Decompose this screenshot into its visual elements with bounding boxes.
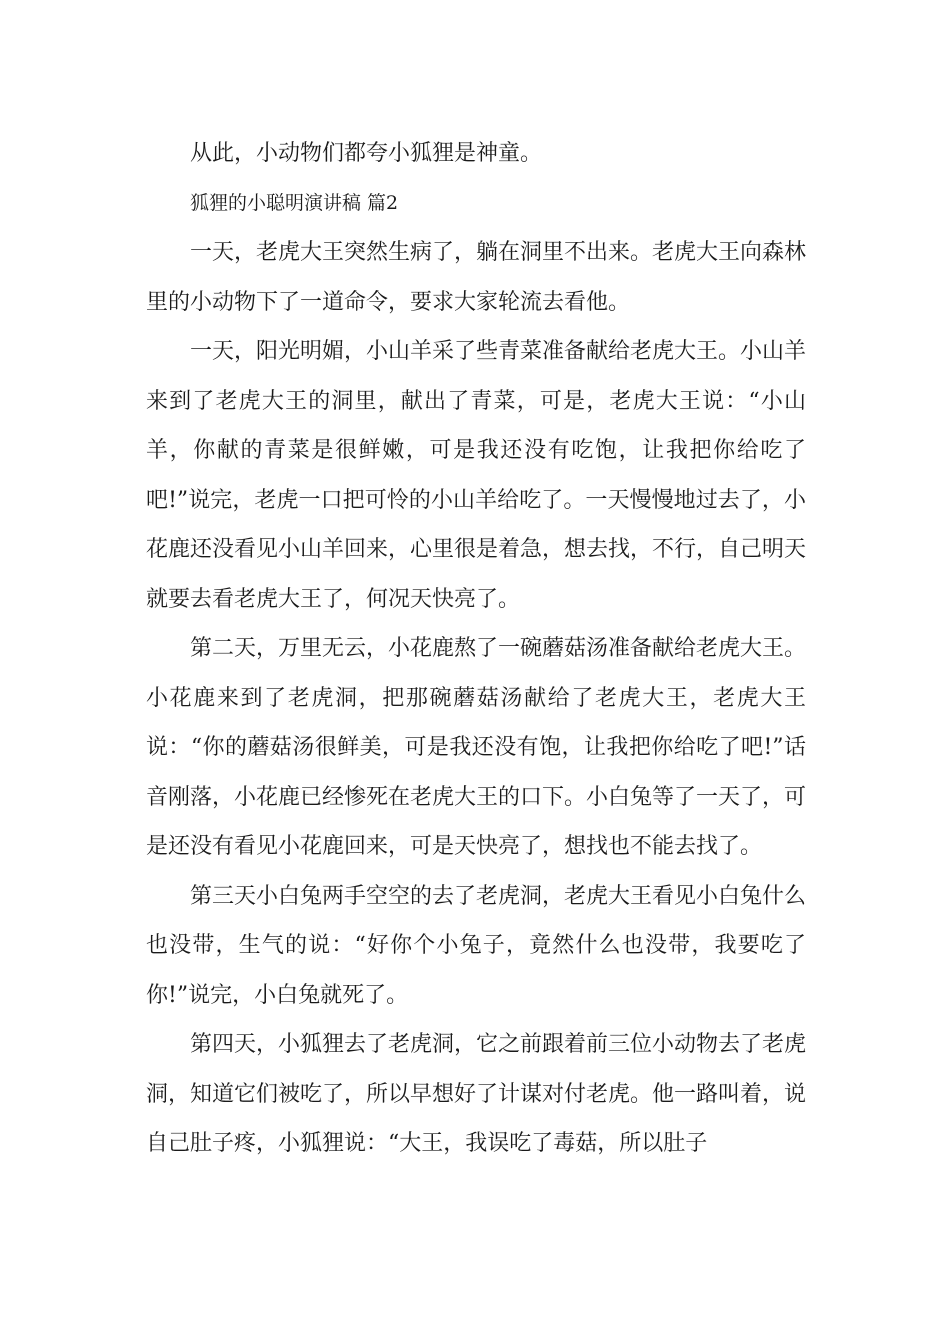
paragraph-tiger-sick: 一天，老虎大王突然生病了，躺在洞里不出来。老虎大王向森林里的小动物下了一道命令，要求大家轮流去看他。 — [146, 240, 807, 315]
paragraph-fox: 第四天，小狐狸去了老虎洞，它之前跟着前三位小动物去了老虎洞，知道它们被吃了，所以早想好了计谋对付老虎。他一路叫着，说自己肚子疼，小狐狸说：“大王，我误吃了毒菇，所以肚子 — [146, 1032, 807, 1156]
paragraph-goat: 一天，阳光明媚，小山羊采了些青菜准备献给老虎大王。小山羊来到了老虎大王的洞里，献出了青菜，可是，老虎大王说：“小山羊，你献的青菜是很鲜嫩，可是我还没有吃饱，让我把你给吃了吧!”说完，老虎一口把可怜的小山羊给吃了。一天慢慢地过去了，小花鹿还没看见小山羊回来，心里很是着急，想去找，不行，自己明天就要去看老虎大王了，何况天快亮了。 — [146, 339, 807, 612]
document-body — [146, 129, 806, 1169]
paragraph-conclusion: 从此，小动物们都夸小狐狸是神童。 — [190, 141, 543, 166]
paragraph-deer: 第二天，万里无云，小花鹿熬了一碗蘑菇汤准备献给老虎大王。小花鹿来到了老虎洞，把那碗蘑菇汤献给了老虎大王，老虎大王说：“你的蘑菇汤很鲜美，可是我还没有饱，让我把你给吃了吧!”话音刚落，小花鹿已经惨死在老虎大王的口下。小白兔等了一天了，可是还没有看见小花鹿回来，可是天快亮了，想找也不能去找了。 — [146, 636, 807, 859]
paragraph-rabbit: 第三天小白兔两手空空的去了老虎洞，老虎大王看见小白兔什么也没带，生气的说：“好你个小兔子，竟然什么也没带，我要吃了你!”说完，小白兔就死了。 — [146, 883, 807, 1008]
section-heading: 狐狸的小聪明演讲稿 篇2 — [190, 191, 399, 214]
